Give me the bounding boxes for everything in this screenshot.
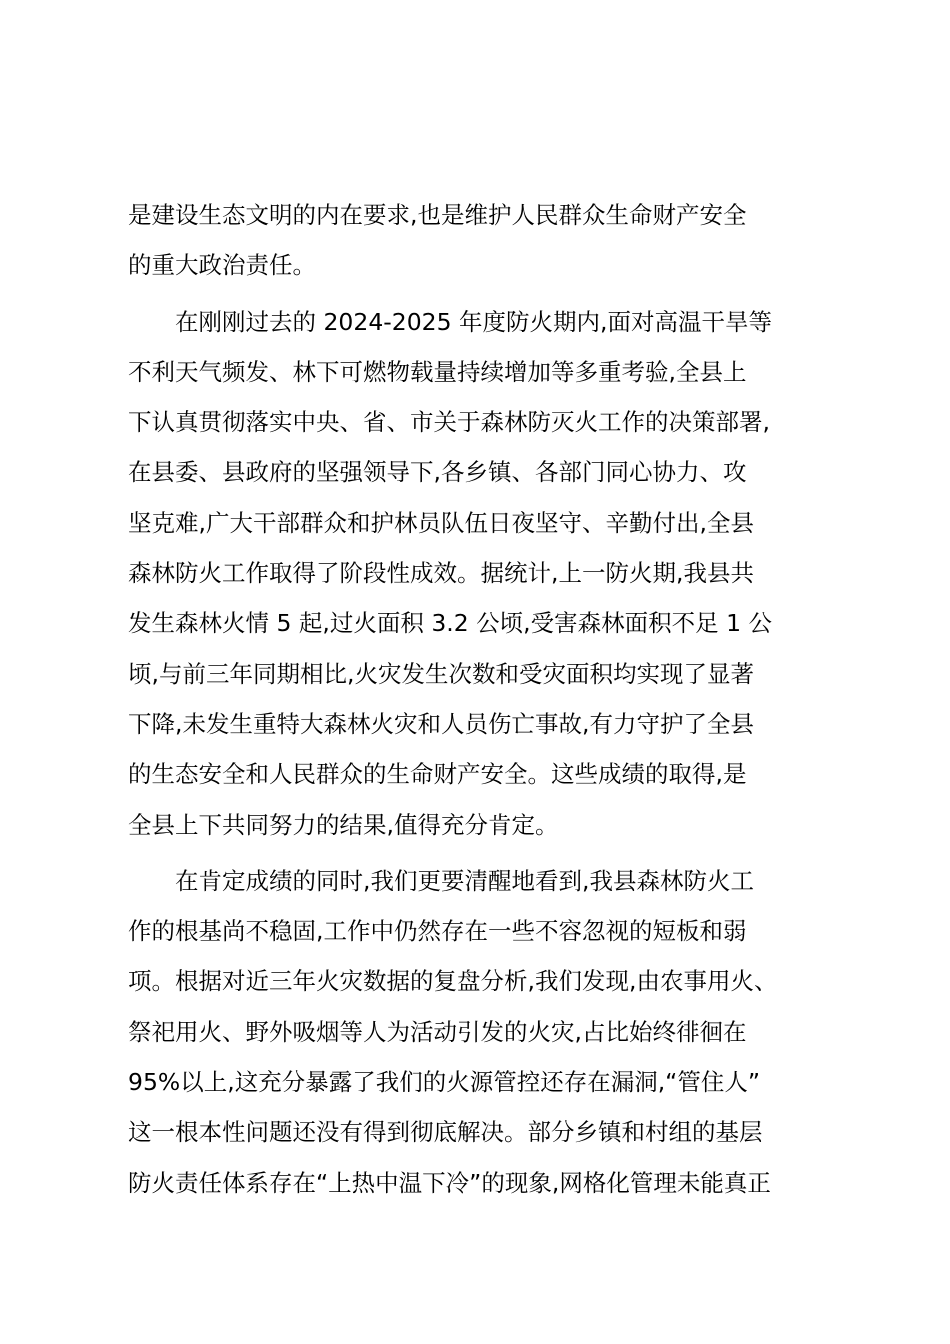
paragraph-2 [128, 297, 828, 850]
paragraph-line: 坚克难,广大干部群众和护林员队伍日夜坚守、辛勤付出,全县 [128, 508, 754, 537]
paragraph-line: 在县委、县政府的坚强领导下,各乡镇、各部门同心协力、攻 [128, 458, 747, 487]
paragraph-1 [128, 190, 828, 291]
paragraph-line: 顷,与前三年同期相比,火灾发生次数和受灾面积均实现了显著 [128, 659, 754, 688]
paragraph-line: 95%以上,这充分暴露了我们的火源管控还存在漏洞,“管住人” [128, 1068, 761, 1097]
paragraph-line: 项。根据对近三年火灾数据的复盘分析,我们发现,由农事用火、 [128, 967, 778, 996]
paragraph-line: 这一根本性问题还没有得到彻底解决。部分乡镇和村组的基层 [128, 1118, 763, 1147]
paragraph-line: 森林防火工作取得了阶段性成效。据统计,上一防火期,我县共 [128, 559, 754, 588]
paragraph-line: 的生态安全和人民群众的生命财产安全。这些成绩的取得,是 [128, 760, 747, 789]
paragraph-line: 作的根基尚不稳固,工作中仍然存在一些不容忽视的短板和弱 [128, 917, 747, 946]
paragraph-line: 的重大政治责任。 [128, 251, 316, 280]
paragraph-line: 下降,未发生重特大森林火灾和人员伤亡事故,有力守护了全县 [128, 709, 754, 738]
paragraph-line: 不利天气频发、林下可燃物载量持续增加等多重考验,全县上 [128, 357, 747, 386]
paragraph-line: 发生森林火情 5 起,过火面积 3.2 公顷,受害森林面积不足 1 公 [128, 609, 773, 638]
paragraph-line: 祭祀用火、野外吸烟等人为活动引发的火灾,占比始终徘徊在 [128, 1017, 747, 1046]
paragraph-line: 防火责任体系存在“上热中温下冷”的现象,网格化管理未能真正 [128, 1168, 771, 1197]
paragraph-3 [128, 856, 828, 1208]
paragraph-line: 在肯定成绩的同时,我们更要清醒地看到,我县森林防火工 [128, 866, 754, 895]
document-body [128, 190, 828, 1208]
paragraph-line: 全县上下共同努力的结果,值得充分肯定。 [128, 810, 559, 839]
paragraph-line: 是建设生态文明的内在要求,也是维护人民群众生命财产安全 [128, 201, 747, 229]
paragraph-line: 在刚刚过去的 2024-2025 年度防火期内,面对高温干旱等 [128, 307, 773, 336]
paragraph-line: 下认真贯彻落实中央、省、市关于森林防灭火工作的决策部署, [128, 408, 770, 437]
